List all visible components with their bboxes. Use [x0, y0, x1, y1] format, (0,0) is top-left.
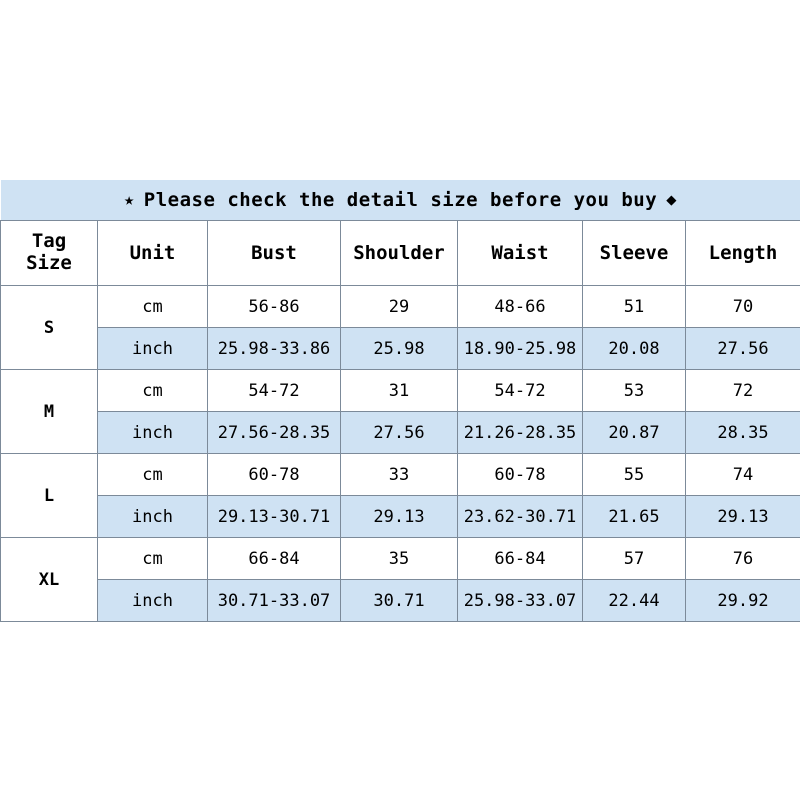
- size-label-xl: XL: [1, 538, 98, 622]
- cell-length-cm: 74: [686, 454, 800, 496]
- table-row: [1, 580, 800, 622]
- header-tag-size: [1, 221, 98, 286]
- size-chart-container: [0, 180, 800, 622]
- unit-cm: cm: [98, 286, 208, 328]
- unit-cm: cm: [98, 454, 208, 496]
- cell-bust-inch: 30.71-33.07: [208, 580, 341, 622]
- cell-bust-cm: 60-78: [208, 454, 341, 496]
- size-label-s: S: [1, 286, 98, 370]
- star-icon: ★: [124, 189, 135, 210]
- banner-cell: [1, 180, 800, 221]
- cell-bust-cm: 54-72: [208, 370, 341, 412]
- cell-shoulder-inch: 29.13: [341, 496, 458, 538]
- cell-length-inch: 28.35: [686, 412, 800, 454]
- cell-sleeve-inch: 21.65: [583, 496, 686, 538]
- unit-cm: cm: [98, 370, 208, 412]
- cell-length-cm: 76: [686, 538, 800, 580]
- unit-inch: inch: [98, 496, 208, 538]
- cell-waist-inch: 21.26-28.35: [458, 412, 583, 454]
- cell-shoulder-cm: 35: [341, 538, 458, 580]
- cell-sleeve-cm: 55: [583, 454, 686, 496]
- cell-sleeve-cm: 57: [583, 538, 686, 580]
- table-row: [1, 412, 800, 454]
- size-label-m: M: [1, 370, 98, 454]
- header-sleeve: Sleeve: [583, 221, 686, 286]
- unit-inch: inch: [98, 412, 208, 454]
- cell-shoulder-inch: 25.98: [341, 328, 458, 370]
- cell-waist-cm: 66-84: [458, 538, 583, 580]
- cell-bust-inch: 29.13-30.71: [208, 496, 341, 538]
- cell-shoulder-inch: 30.71: [341, 580, 458, 622]
- cell-shoulder-inch: 27.56: [341, 412, 458, 454]
- banner-row: [1, 180, 800, 221]
- cell-sleeve-inch: 22.44: [583, 580, 686, 622]
- cell-length-cm: 72: [686, 370, 800, 412]
- cell-shoulder-cm: 29: [341, 286, 458, 328]
- unit-inch: inch: [98, 328, 208, 370]
- cell-length-inch: 29.13: [686, 496, 800, 538]
- cell-bust-inch: 25.98-33.86: [208, 328, 341, 370]
- cell-sleeve-inch: 20.08: [583, 328, 686, 370]
- table-row: [1, 454, 800, 496]
- table-row: [1, 496, 800, 538]
- cell-sleeve-inch: 20.87: [583, 412, 686, 454]
- cell-sleeve-cm: 51: [583, 286, 686, 328]
- cell-waist-cm: 60-78: [458, 454, 583, 496]
- unit-cm: cm: [98, 538, 208, 580]
- cell-sleeve-cm: 53: [583, 370, 686, 412]
- table-row: [1, 370, 800, 412]
- header-shoulder: Shoulder: [341, 221, 458, 286]
- header-tag-size-line1: Tag: [31, 230, 67, 253]
- cell-bust-inch: 27.56-28.35: [208, 412, 341, 454]
- cell-bust-cm: 56-86: [208, 286, 341, 328]
- header-bust: Bust: [208, 221, 341, 286]
- banner-text: Please check the detail size before you buy: [143, 189, 658, 211]
- header-length: Length: [686, 221, 800, 286]
- table-row: [1, 286, 800, 328]
- cell-length-inch: 29.92: [686, 580, 800, 622]
- cell-waist-cm: 54-72: [458, 370, 583, 412]
- cell-waist-cm: 48-66: [458, 286, 583, 328]
- header-tag-size-line2: Size: [26, 252, 72, 274]
- cell-waist-inch: 23.62-30.71: [458, 496, 583, 538]
- cell-bust-cm: 66-84: [208, 538, 341, 580]
- header-unit: Unit: [98, 221, 208, 286]
- cell-waist-inch: 25.98-33.07: [458, 580, 583, 622]
- size-label-l: L: [1, 454, 98, 538]
- unit-inch: inch: [98, 580, 208, 622]
- size-chart-table: [0, 180, 800, 622]
- cell-shoulder-cm: 33: [341, 454, 458, 496]
- header-waist: Waist: [458, 221, 583, 286]
- cell-waist-inch: 18.90-25.98: [458, 328, 583, 370]
- table-row: [1, 538, 800, 580]
- cell-shoulder-cm: 31: [341, 370, 458, 412]
- cell-length-cm: 70: [686, 286, 800, 328]
- cell-length-inch: 27.56: [686, 328, 800, 370]
- diamond-icon: ◆: [666, 189, 677, 210]
- table-header-row: [1, 221, 800, 286]
- table-row: [1, 328, 800, 370]
